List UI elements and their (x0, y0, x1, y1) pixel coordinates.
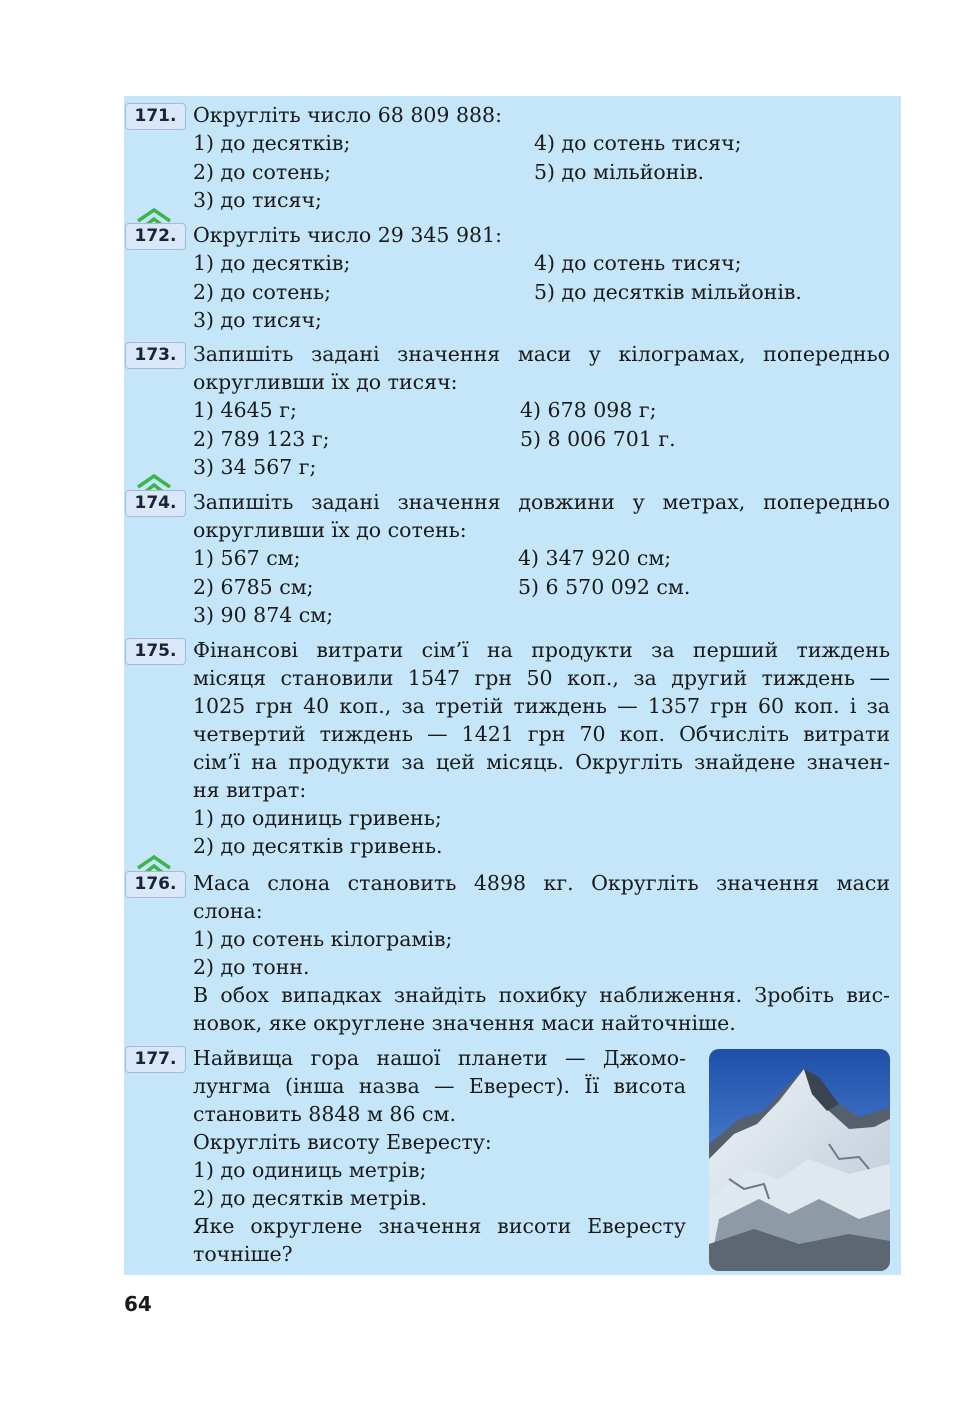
exercise-number: 177. (125, 1046, 186, 1073)
exercise-text: місяця становили 1547 грн 50 коп., за другий тиждень — (193, 666, 890, 690)
list-item: 4) до сотень тисяч; (534, 251, 742, 275)
exercise-text: 1025 грн 40 коп., за третій тиждень — 1357 грн 60 коп. і за (193, 694, 890, 718)
exercise-number: 176. (125, 871, 186, 898)
list-item: 2) до тонн. (193, 955, 310, 979)
list-item: 2) до сотень; (193, 160, 332, 184)
list-item: 5) до десятків мільйонів. (534, 280, 802, 304)
list-item: 1) 567 см; (193, 546, 301, 570)
list-item: 1) до одиниць гривень; (193, 806, 442, 830)
list-item: 2) до десятків гривень. (193, 834, 443, 858)
exercise-text: Фінансові витрати сім’ї на продукти за перший тиждень (193, 638, 890, 662)
exercise-text: ня витрат: (193, 778, 307, 802)
exercise-text: округливши їх до сотень: (193, 518, 467, 542)
exercise-number: 175. (125, 638, 186, 665)
exercise-text: Найвища гора нашої планети — Джомо- (193, 1046, 686, 1070)
list-item: 3) 90 874 см; (193, 603, 334, 627)
exercise-text: сім’ї на продукти за цей місяць. Округліть знайдене значен- (193, 750, 890, 774)
list-item: 5) 6 570 092 см. (518, 575, 691, 599)
list-item: 5) 8 006 701 г. (520, 427, 676, 451)
list-item: 1) до десятків; (193, 251, 351, 275)
exercise-number: 171. (125, 103, 186, 130)
list-item: 2) до десятків метрів. (193, 1186, 428, 1210)
exercise-text: новок, яке округлене значення маси найточніше. (193, 1011, 736, 1035)
exercise-number: 172. (125, 223, 186, 250)
exercise-text: слона: (193, 899, 263, 923)
everest-photo (709, 1049, 890, 1271)
list-item: 1) до десятків; (193, 131, 351, 155)
list-item: 4) до сотень тисяч; (534, 131, 742, 155)
list-item: 1) до сотень кілограмів; (193, 927, 453, 951)
exercise-text: округливши їх до тисяч: (193, 370, 458, 394)
list-item: 1) 4645 г; (193, 398, 297, 422)
list-item: 2) 6785 см; (193, 575, 314, 599)
list-item: 4) 347 920 см; (518, 546, 672, 570)
list-item: 3) до тисяч; (193, 308, 322, 332)
exercise-text: Запишіть задані значення маси у кілограмах, попередньо (193, 342, 890, 366)
list-item: 1) до одиниць метрів; (193, 1158, 427, 1182)
exercise-text: лунгма (інша назва — Еверест). Її висота (193, 1074, 686, 1098)
exercise-number: 174. (125, 490, 186, 517)
list-item: 4) 678 098 г; (520, 398, 657, 422)
list-item: 3) до тисяч; (193, 188, 322, 212)
exercise-number: 173. (125, 342, 186, 369)
exercise-text: В обох випадках знайдіть похибку наближення. Зробіть вис- (193, 983, 890, 1007)
exercise-text: четвертий тиждень — 1421 грн 70 коп. Обчисліть витрати (193, 722, 890, 746)
list-item: 2) до сотень; (193, 280, 332, 304)
exercise-text: точніше? (193, 1242, 293, 1266)
exercise-text: Округліть число 68 809 888: (193, 103, 503, 127)
exercise-text: Яке округлене значення висоти Евересту (193, 1214, 686, 1238)
exercise-text: Маса слона становить 4898 кг. Округліть значення маси (193, 871, 890, 895)
list-item: 2) 789 123 г; (193, 427, 330, 451)
exercise-text: Округліть висоту Евересту: (193, 1130, 492, 1154)
list-item: 5) до мільйонів. (534, 160, 705, 184)
page-number: 64 (124, 1292, 152, 1316)
list-item: 3) 34 567 г; (193, 455, 317, 479)
exercise-text: Запишіть задані значення довжини у метрах, попередньо (193, 490, 890, 514)
exercise-text: Округліть число 29 345 981: (193, 223, 503, 247)
exercise-text: становить 8848 м 86 см. (193, 1102, 456, 1126)
exercise-panel (124, 96, 901, 1275)
